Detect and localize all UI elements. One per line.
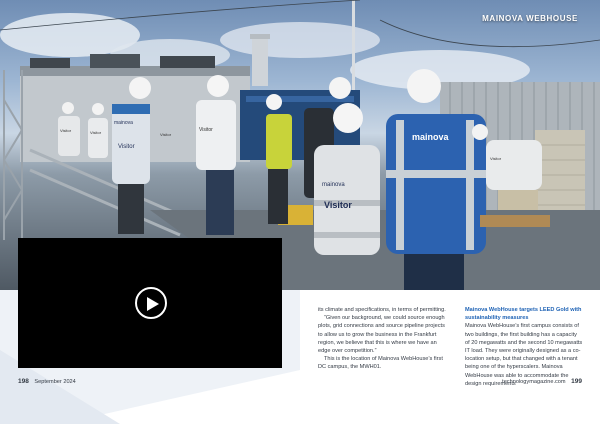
page-number-right: 199 [571, 378, 582, 385]
vest-visitor-text: Visitor [118, 144, 135, 150]
vest-visitor-text-4: Visitor [60, 128, 72, 133]
vest-logo-text-2: mainova [322, 182, 345, 188]
play-icon [146, 296, 160, 312]
section-label: MAINOVA WEBHOUSE [482, 14, 578, 23]
page-number-left: 198 [18, 378, 29, 385]
video-player[interactable] [18, 238, 282, 368]
footer-right [502, 378, 582, 385]
article-paragraph: its climate and specifications, in terms of permitting. [318, 307, 446, 313]
footer-left [18, 378, 76, 385]
article-paragraph: Mainova WebHouse’s first campus consists of two buildings, the first building has a capacity of 20 megawatts and the second 10 megawatts IT load. They were originally designed as a co-location setup, but that changed with a tenant being one of the hyperscalers. Mainova WebHouse was able to accommodate the design requirements [465, 323, 583, 387]
article-subheading: Mainova WebHouse targets LEED Gold with sustainability measures [465, 307, 582, 322]
issue-date: September 2024 [34, 379, 76, 385]
vest-visitor-text-2: Visitor [324, 200, 352, 210]
article-paragraph: This is the location of Mainova WebHouse’s first DC campus, the MWH01. [318, 356, 443, 371]
article-left-column [318, 306, 450, 372]
site-url[interactable]: technologymagazine.com [502, 379, 566, 385]
vest-logo-text: mainova [114, 120, 133, 126]
article-right-column [465, 306, 583, 388]
play-button[interactable] [135, 287, 167, 319]
vest-visitor-text-6: Visitor [160, 132, 172, 137]
vest-visitor-text-3: Visitor [199, 127, 213, 133]
vest-visitor-text-7: Visitor [490, 156, 502, 161]
vest-visitor-text-5: Visitor [90, 130, 102, 135]
vest-logo-text-3: mainova [412, 132, 449, 142]
article-paragraph: “Given our background, we could source enough plots, grid connections and source pipeline projects to allow us to grow the business in the Frankfurt region, we believe that this is where we have an edge over competition.” [318, 315, 445, 355]
